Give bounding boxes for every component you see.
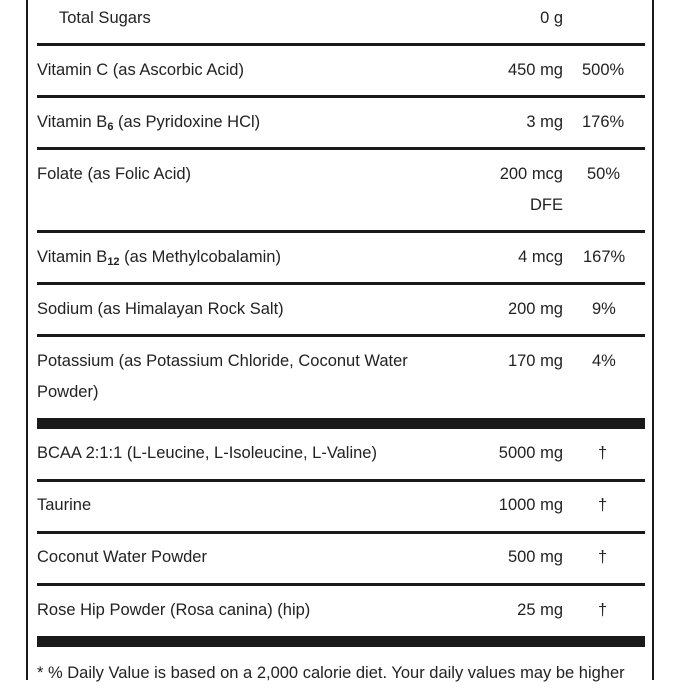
daily-value: 50% xyxy=(587,165,621,183)
nutrient-name-line2: Powder) xyxy=(37,383,99,401)
subscript: 6 xyxy=(107,121,114,133)
divider xyxy=(37,282,645,285)
nutrient-amount: 0 g xyxy=(540,9,563,27)
daily-value: 4% xyxy=(592,352,616,370)
nutrient-amount: 450 mg xyxy=(507,61,563,79)
nutrient-name xyxy=(37,242,437,278)
nutrient-name: Folate (as Folic Acid) xyxy=(37,165,192,183)
dagger-symbol: † xyxy=(598,496,608,514)
name-text: (as Pyridoxine HCl) xyxy=(113,113,261,131)
divider xyxy=(37,479,645,482)
thick-divider xyxy=(37,636,645,647)
ingredient-name: BCAA 2:1:1 (L-Leucine, L-Isoleucine, L-Valine) xyxy=(37,444,377,462)
ingredient-amount: 1000 mg xyxy=(498,496,563,514)
divider xyxy=(37,43,645,46)
nutrient-amount-line1: 200 mcg xyxy=(499,165,563,183)
divider xyxy=(37,334,645,337)
nutrient-name-line1: Potassium (as Potassium Chloride, Coconut Water xyxy=(37,352,408,370)
nutrient-name: Total Sugars xyxy=(59,9,151,27)
ingredient-name: Rose Hip Powder (Rosa canina) (hip) xyxy=(37,601,311,619)
name-text: (as Methylcobalamin) xyxy=(119,248,281,266)
name-text: Vitamin B xyxy=(37,113,108,131)
dagger-symbol: † xyxy=(598,444,608,462)
divider xyxy=(37,95,645,98)
daily-value: 9% xyxy=(592,300,616,318)
daily-value: 167% xyxy=(583,248,626,266)
dagger-symbol: † xyxy=(598,601,608,619)
nutrient-amount: 4 mcg xyxy=(518,248,563,266)
divider xyxy=(37,147,645,150)
daily-value: 176% xyxy=(582,113,625,131)
nutrient-name: Vitamin C (as Ascorbic Acid) xyxy=(37,61,244,79)
divider xyxy=(37,531,645,534)
ingredient-name: Taurine xyxy=(37,496,92,514)
daily-value-footnote: * % Daily Value is based on a 2,000 calorie diet. Your daily values may be higher xyxy=(37,664,625,682)
nutrient-name xyxy=(37,107,437,143)
nutrient-amount: 200 mg xyxy=(507,300,563,318)
nutrient-amount: 170 mg xyxy=(507,352,563,370)
divider xyxy=(37,230,645,233)
dagger-symbol: † xyxy=(598,548,608,566)
subscript: 12 xyxy=(107,256,120,268)
name-text: Vitamin B xyxy=(37,248,108,266)
divider xyxy=(37,583,645,586)
nutrient-name: Sodium (as Himalayan Rock Salt) xyxy=(37,300,284,318)
nutrient-amount: 3 mg xyxy=(526,113,563,131)
nutrient-amount-line2: DFE xyxy=(530,196,563,214)
ingredient-amount: 25 mg xyxy=(517,601,563,619)
ingredient-name: Coconut Water Powder xyxy=(37,548,207,566)
ingredient-amount: 5000 mg xyxy=(498,444,563,462)
ingredient-amount: 500 mg xyxy=(507,548,563,566)
thick-divider xyxy=(37,418,645,429)
nutrition-facts-panel xyxy=(26,0,654,680)
daily-value: 500% xyxy=(582,61,625,79)
